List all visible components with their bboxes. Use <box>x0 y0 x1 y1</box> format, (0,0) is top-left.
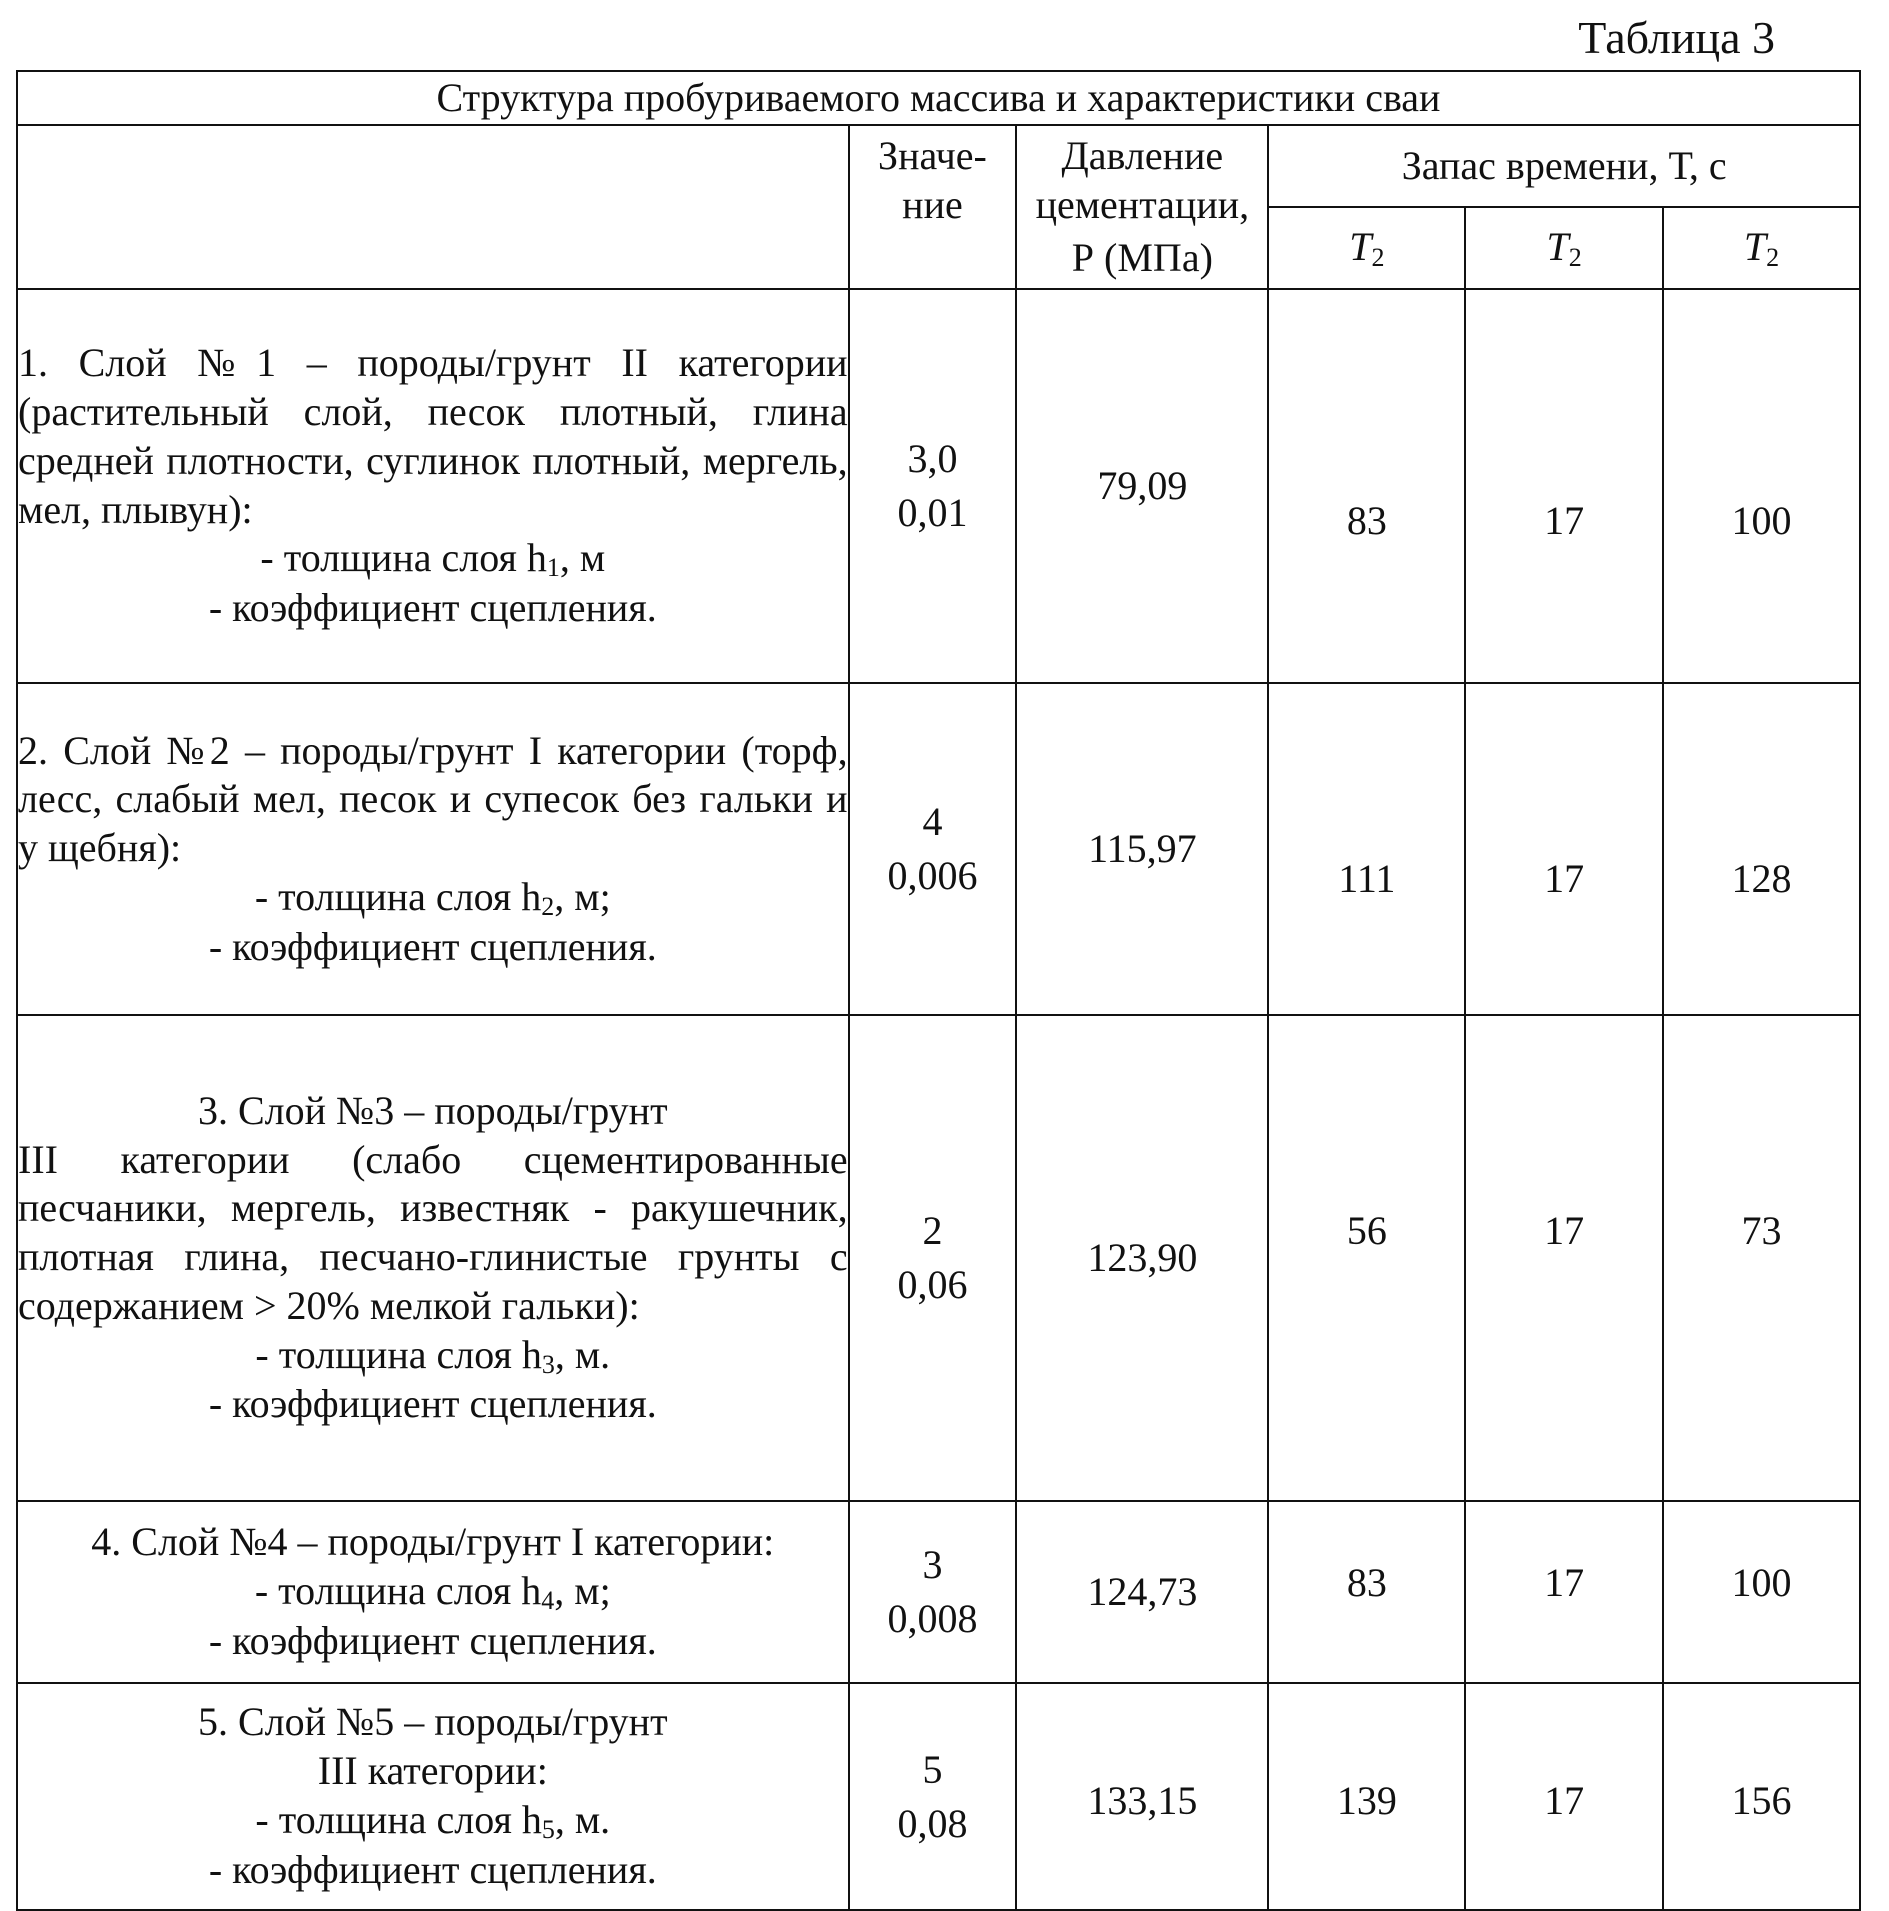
header-value <box>849 125 1017 289</box>
header-pressure <box>1016 125 1268 289</box>
header-pressure-line3: Р (МПа) <box>1071 234 1213 280</box>
table-row <box>17 1501 1860 1683</box>
layer-t2: 17 <box>1465 1683 1663 1910</box>
layer-description: 1. Слой №1 – породы/грунт II категории (растительный слой, песок плотный, глина средней плотности, суглинок плотный, мергель, мел, плывун): - толщина слоя $h_1$, м - коэффициент сцепления. <box>17 289 849 683</box>
layer-t3: 156 <box>1663 1683 1860 1910</box>
layer-pressure: 123,90 <box>1016 1015 1268 1501</box>
table-number-label: Таблица 3 <box>1578 12 1775 63</box>
header-value-line1: Значе- <box>878 133 987 178</box>
layer-values: 3 0,008 <box>849 1501 1017 1683</box>
soil-structure-table <box>16 70 1861 1911</box>
layer-values: 5 0,08 <box>849 1683 1017 1910</box>
header-t-col3: $T_2$ <box>1663 207 1860 289</box>
layer-t3: 100 <box>1663 1501 1860 1683</box>
layer-values: 3,0 0,01 <box>849 289 1017 683</box>
layer-t3: 73 <box>1663 1015 1860 1501</box>
header-t-col2: $T_2$ <box>1465 207 1663 289</box>
header-pressure-line1: Давление <box>1061 133 1224 178</box>
header-time-reserve: Запас времени, Т, с <box>1268 125 1860 207</box>
layer-t3: 128 <box>1663 683 1860 1015</box>
layer-description: 5. Слой №5 – породы/грунт III категории: - толщина слоя $h_5$, м. - коэффициент сцепления. <box>17 1683 849 1910</box>
layer-pressure: 79,09 <box>1016 289 1268 683</box>
table-row <box>17 1015 1860 1501</box>
layer-description: 4. Слой №4 – породы/грунт I категории: - толщина слоя $h_4$, м; - коэффициент сцепления. <box>17 1501 849 1683</box>
table-title-row <box>17 71 1860 125</box>
layer-description: 2. Слой №2 – породы/грунт I категории (торф, лесс, слабый мел, песок и супесок без гальки и у щебня): - толщина слоя $h_2$, м; - коэффициент сцепления. <box>17 683 849 1015</box>
layer-pressure: 115,97 <box>1016 683 1268 1015</box>
table-row <box>17 289 1860 683</box>
table-title: Структура пробуриваемого массива и характеристики сваи <box>17 71 1860 125</box>
layer-t2: 17 <box>1465 1015 1663 1501</box>
layer-t1: 139 <box>1268 1683 1465 1910</box>
layer-t1: 83 <box>1268 289 1465 683</box>
header-description-cell <box>17 125 849 289</box>
header-value-line2: ние <box>902 181 963 227</box>
table-row <box>17 1683 1860 1910</box>
layer-pressure: 124,73 <box>1016 1501 1268 1683</box>
layer-t3: 100 <box>1663 289 1860 683</box>
layer-t2: 17 <box>1465 289 1663 683</box>
layer-values: 2 0,06 <box>849 1015 1017 1501</box>
layer-pressure: 133,15 <box>1016 1683 1268 1910</box>
layer-values: 4 0,006 <box>849 683 1017 1015</box>
header-row <box>17 125 1860 207</box>
layer-t1: 111 <box>1268 683 1465 1015</box>
layer-description: 3. Слой №3 – породы/грунт III категории (слабо сцементированные песчаники, мергель, известняк - ракушечник, плотная глина, песчано-глинистые грунты с содержанием > 20% мелкой гальки): - толщина слоя $h_3$, м. - коэффициент сцепления. <box>17 1015 849 1501</box>
header-t-col1: $T_2$ <box>1268 207 1465 289</box>
layer-t2: 17 <box>1465 1501 1663 1683</box>
table-row <box>17 683 1860 1015</box>
layer-t2: 17 <box>1465 683 1663 1015</box>
header-pressure-line2: цементации, <box>1035 181 1250 227</box>
layer-t1: 83 <box>1268 1501 1465 1683</box>
layer-t1: 56 <box>1268 1015 1465 1501</box>
